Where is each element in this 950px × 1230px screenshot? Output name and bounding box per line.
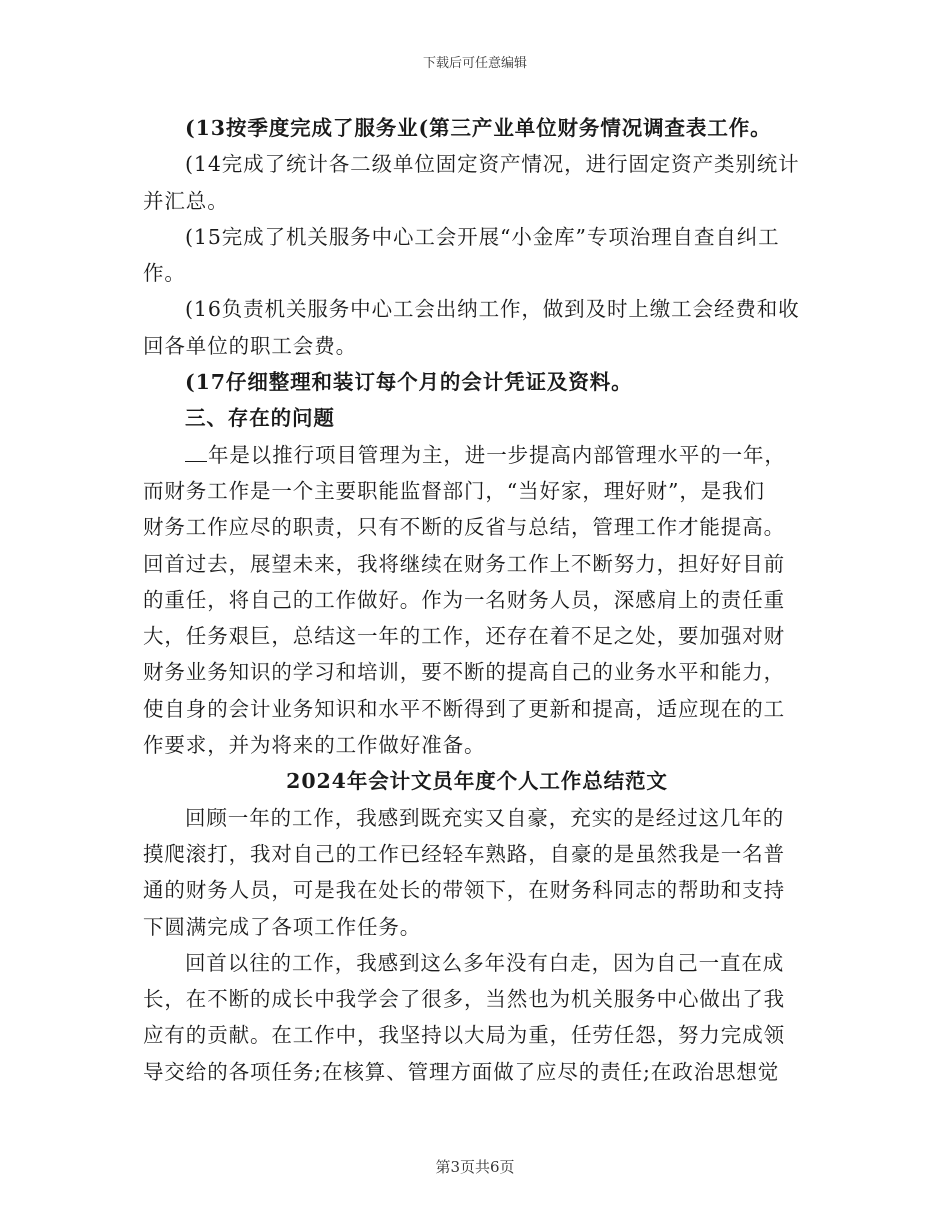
problems-paragraph-line-6: 大，任务艰巨，总结这一年的工作，还存在着不足之处，要加强对财 xyxy=(143,624,785,649)
article-title: 2024年会计文员年度个人工作总结范文 xyxy=(286,769,668,794)
lookback-paragraph-line-1: 回首以往的工作，我感到这么多年没有白走，因为自己一直在成 xyxy=(185,950,785,975)
item-16-line-1: (16负责机关服务中心工会出纳工作，做到及时上缴工会经费和收 xyxy=(185,297,800,322)
problems-paragraph-line-5: 的重任，将自己的工作做好。作为一名财务人员，深感肩上的责任重 xyxy=(143,587,785,612)
item-16-line-2: 回各单位的职工会费。 xyxy=(143,333,357,358)
review-paragraph-line-4: 下圆满完成了各项工作任务。 xyxy=(143,914,422,939)
review-paragraph-line-3: 通的财务人员，可是我在处长的带领下，在财务科同志的帮助和支持 xyxy=(143,878,785,903)
page-number: 第3页共6页 xyxy=(435,1158,515,1176)
item-14-line-2: 并汇总。 xyxy=(143,188,229,213)
item-15-line-1: (15完成了机关服务中心工会开展“小金库”专项治理自查自纠工 xyxy=(185,224,780,249)
review-paragraph-line-2: 摸爬滚打，我对自己的工作已经轻车熟路，自豪的是虽然我是一名普 xyxy=(143,841,785,866)
problems-paragraph-line-2: 而财务工作是一个主要职能监督部门，“当好家，理好财”，是我们 xyxy=(143,478,765,503)
item-13: (13按季度完成了服务业(第三产业单位财务情况调查表工作。 xyxy=(185,116,772,140)
header-note: 下载后可任意编辑 xyxy=(422,56,527,71)
item-17: (17仔细整理和装订每个月的会计凭证及资料。 xyxy=(185,370,633,395)
document-body xyxy=(143,110,811,1090)
review-paragraph-line-1: 回顾一年的工作，我感到既充实又自豪，充实的是经过这几年的 xyxy=(185,805,785,830)
problems-paragraph-line-9: 作要求，并为将来的工作做好准备。 xyxy=(143,733,486,758)
lookback-paragraph-line-3: 应有的贡献。在工作中，我坚持以大局为重，任劳任怨，努力完成领 xyxy=(143,1023,785,1048)
item-15-line-2: 作。 xyxy=(143,261,186,286)
problems-paragraph-line-4: 回首过去，展望未来，我将继续在财务工作上不断努力，担好好目前 xyxy=(143,551,785,576)
problems-paragraph-line-8: 使自身的会计业务知识和水平不断得到了更新和提高，适应现在的工 xyxy=(143,696,785,721)
item-14-line-1: (14完成了统计各二级单位固定资产情况，进行固定资产类别统计 xyxy=(185,152,800,177)
section-heading-problems: 三、存在的问题 xyxy=(185,406,335,431)
lookback-paragraph-line-4: 导交给的各项任务;在核算、管理方面做了应尽的责任;在政治思想觉 xyxy=(143,1059,780,1084)
problems-paragraph-line-3: 财务工作应尽的职责，只有不断的反省与总结，管理工作才能提高。 xyxy=(143,515,785,540)
blank-underline xyxy=(185,460,207,462)
problems-paragraph-line-1 xyxy=(143,437,811,473)
problems-paragraph-line-7: 财务业务知识的学习和培训，要不断的提高自己的业务水平和能力， xyxy=(143,660,785,685)
lookback-paragraph-line-2: 长，在不断的成长中我学会了很多，当然也为机关服务中心做出了我 xyxy=(143,987,785,1012)
problems-paragraph-line-1-text: 年是以推行项目管理为主，进一步提高内部管理水平的一年， xyxy=(208,442,786,467)
